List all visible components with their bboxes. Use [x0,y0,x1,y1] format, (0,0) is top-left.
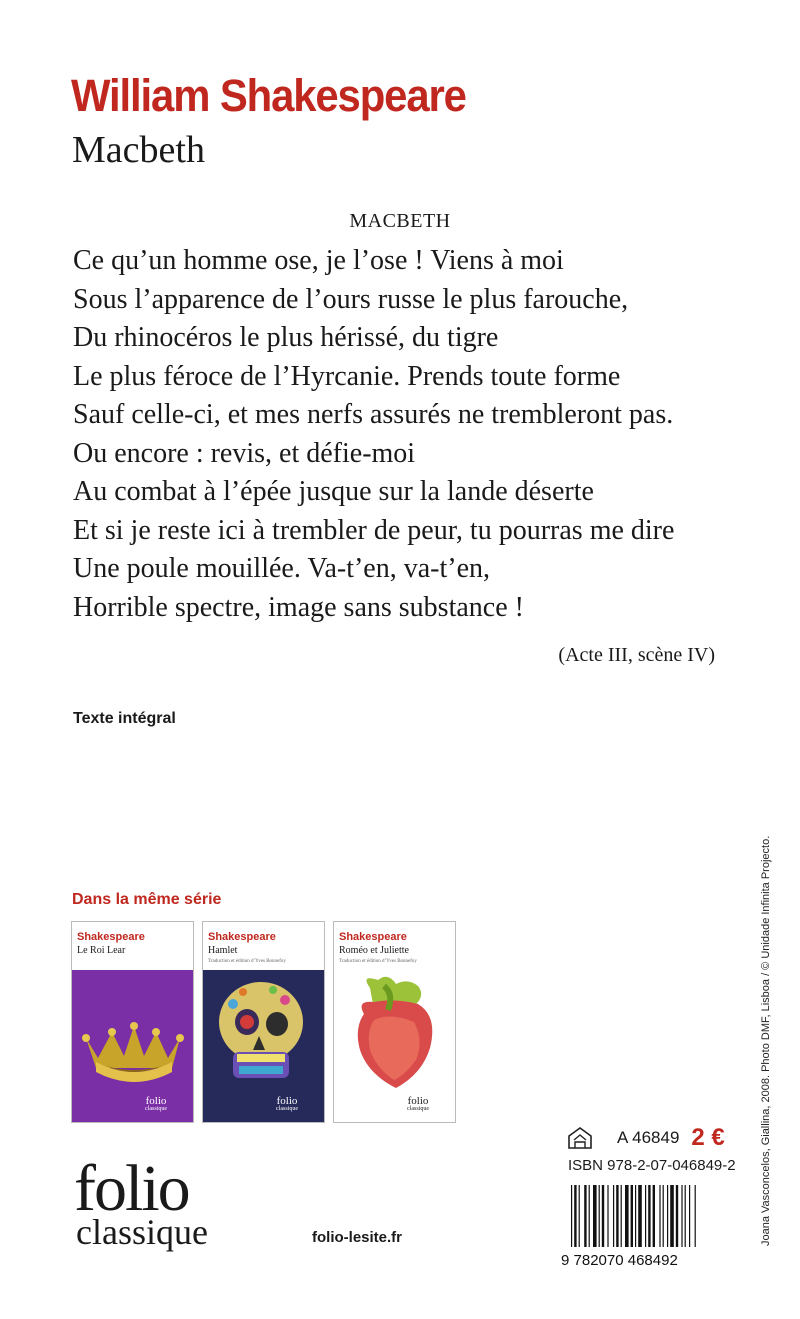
heart-image [334,970,455,1122]
cover-credit: Traduction et édition d’Yves Bonnefoy [208,959,286,964]
book-cover-le-roi-lear[interactable] [71,921,194,1123]
cover-author: Shakespeare [339,931,407,943]
edition-note: Texte intégral [73,710,176,727]
cover-author: Shakespeare [208,931,276,943]
barcode [561,1185,741,1267]
verse-line: Horrible spectre, image sans substance ! [73,591,524,623]
publisher-emblem-icon [565,1127,595,1149]
crown-image [72,970,193,1122]
verse-line: Sauf celle-ci, et mes nerfs assurés ne trembleront pas. [73,399,674,430]
folio-classique-logo [74,1152,208,1252]
cover-folio-logo: folio classique [407,1094,429,1112]
verse-line: Une poule mouillée. Va-t’en, va-t’en, [73,553,491,584]
verse-line: Le plus féroce de l’Hyrcanie. Prends toute forme [73,360,621,392]
verse-line: Et si je reste ici à trembler de peur, tu pourras me dire [73,514,675,546]
photo-credit: Joana Vasconcelos, Giallina, 2008. Photo DMF, Lisboa / © Unidade Infinita Projecto. [760,835,772,1246]
price: 2 € [691,1124,725,1151]
cover-title: Roméo et Juliette [339,945,409,956]
scene-reference: (Acte III, scène IV) [558,644,715,666]
cover-folio-logo: folio classique [145,1094,167,1112]
series-heading: Dans la même série [72,891,222,908]
logo-folio: folio [74,1152,189,1225]
cover-title: Le Roi Lear [77,945,126,956]
book-title: Macbeth [72,129,205,171]
cover-author: Shakespeare [77,931,145,943]
cover-credit: Traduction et édition d’Yves Bonnefoy [339,959,417,964]
website-link[interactable]: folio-lesite.fr [312,1229,403,1246]
skull-image [203,970,324,1122]
verse-line: Ce qu’un homme ose, je l’ose ! Viens à moi [73,245,564,276]
logo-classique: classique [76,1212,208,1252]
verse-line: Du rhinocéros le plus hérissé, du tigre [73,322,499,353]
book-cover-hamlet[interactable] [202,921,325,1123]
price-block [565,1124,725,1152]
isbn: ISBN 978-2-07-046849-2 [568,1157,736,1174]
verse-line: Ou encore : revis, et défie-moi [73,437,416,469]
cover-title: Hamlet [208,945,238,956]
verse-line: Au combat à l’épée jusque sur la lande déserte [73,476,594,507]
barcode-digits: 9 782070 468492 [561,1252,678,1267]
speaker-name: MACBETH [349,210,451,232]
series-covers [71,921,456,1123]
author-name: William Shakespeare [71,70,466,121]
book-cover-romeo-et-juliette[interactable] [333,921,456,1123]
verse-line: Sous l’apparence de l’ours russe le plus farouche, [73,283,629,315]
verse-excerpt [73,242,674,627]
catalog-code: A 46849 [617,1128,680,1147]
cover-folio-logo: folio classique [276,1094,298,1112]
